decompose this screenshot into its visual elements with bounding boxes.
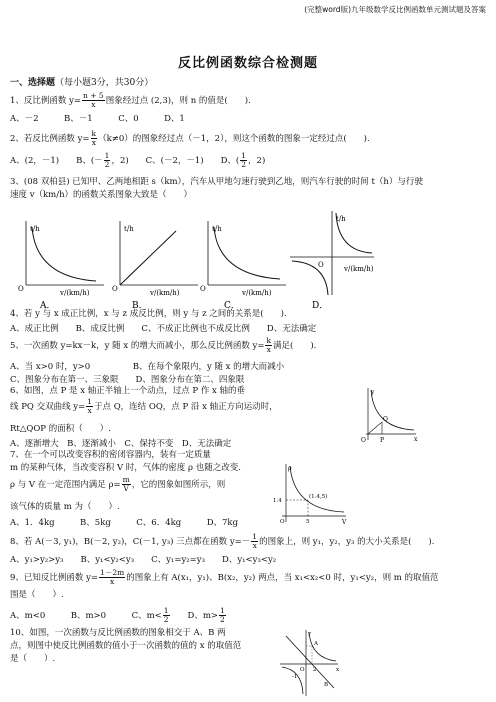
q3-d-origin: O [318,261,324,269]
q5-stem-post: 满足( ). [273,341,317,351]
q6-fig-q: Q [383,416,388,423]
q3-option-d: D． [312,301,329,311]
q9-option-d-den: 2 [220,615,225,624]
q6-line-2-post: 于点 Q，连结 OQ，点 P 沿 x 轴正方向运动时， [94,402,278,412]
q9-stem-post: 的图象上有 A(x₁，y₁)、B(x₂，y₂) 两点，当 x₁<x₂<0 时，y₁<y₂，则 m 的取值范 [126,573,439,583]
q2-stem-post: （k≠0）的图象经过点（－1，2），则这个函数的图象一定经过点( ). [98,134,370,144]
q6-fig-x: x [414,436,418,443]
q2-option-d-fraction [240,152,247,169]
question-8 [10,533,434,550]
q6-options: A、逐渐增大 B、逐渐减小 C、保持不变 D、无法确定 [10,439,232,449]
q9-line-2: 围是（ ）. [10,590,64,600]
page-title: 反比例函数综合检测题 [177,56,318,71]
q5-options-ab: A、当 x>0 时，y>0 B、在每个象限内，y 随 x 的增大而减小 [10,362,285,372]
q8-fraction [251,533,258,550]
q7-figure [272,460,350,528]
q3-graph-c [200,221,286,311]
q7-line-3-pre: ρ 与 V 在一定范围内满足 ρ= [10,480,121,490]
q10-line-3: 是（ ）. [10,654,56,664]
q7-fig-rho: ρ [288,465,292,472]
q7-fig-v: V [342,519,347,526]
q6-figure [360,384,420,444]
q5-denominator: x [266,345,271,354]
q9-option-c-fraction [163,607,170,624]
question-1 [10,92,251,109]
q8-denominator: x [252,541,257,550]
q6-fraction [86,398,93,415]
q1-options: A、－2 B、－1 C、0 D、1 [10,114,185,124]
q6-line-1: 6、如图，点 P 是 x 轴正半轴上一个动点，过点 P 作 x 轴的垂 [10,386,246,396]
q3-d-t-label: t/h [336,215,346,223]
q8-stem-post: 的图象上，则 y₁，y₂，y₃ 的大小关系是( ). [259,537,435,547]
q9-stem-pre: 9、已知反比例函数 y= [10,573,99,583]
q6-line-2-pre: 线 PQ 交双曲线 y= [10,402,86,412]
q3-option-a: A． [40,301,56,311]
q10-fig-x: x [336,667,340,673]
q2-option-a: A、(2，－1) B、(－ [10,156,103,166]
question-2 [10,130,370,147]
q1-numerator: n + 5 [83,91,104,100]
q9-option-c-den: 2 [163,615,169,624]
q2-option-d-post: ，2) [248,156,266,166]
q10-figure [276,626,342,698]
q5-numerator: k [266,336,272,345]
q8-numerator: 1 [252,532,258,541]
q6-line-2 [10,398,278,415]
q7-denominator: V [123,484,129,493]
q7-numerator: m [122,475,130,484]
q3-graph-b [112,221,198,311]
q7-options: A、1．4kg B、5kg C、6．4kg D、7kg [10,518,239,528]
q3-a-t-label: t/h [30,225,40,233]
q4-options: A、成正比例 B、成反比例 C、不成正比例也不成反比例 D、无法确定 [10,324,317,334]
q2-option-cd: ，2) C、(－2，－1) D、( [111,156,240,166]
q3-graph-d [290,211,374,311]
q3-b-origin: O [112,285,118,293]
section-note: （每小题3分，共30分） [55,78,154,88]
q6-line-3: Rt△QOP 的面积（ ）. [10,424,111,434]
q3-a-v-label: v/(km/h) [60,289,90,297]
q6-numerator: 1 [87,397,92,406]
q9-options [10,607,227,624]
q7-fig-tick: 1.4 [273,498,282,504]
q9-option-d: D、m> [170,611,219,621]
q2-option-b-den: 2 [104,160,110,169]
q8-stem-pre: 8、若 A(－3, y₁)，B(－2, y₂)，C(－1, y₃) 三点都在函数 y=－ [10,537,251,547]
q9-options-ab: A、m<0 B、m>0 C、m< [10,611,162,621]
q2-numerator: k [91,129,97,138]
q6-denominator: x [87,406,92,415]
q2-option-d-num: 1 [241,151,247,160]
q2-options [10,152,265,169]
q10-fig-two: 2 [313,667,317,673]
q1-stem-post: 图象经过点 (2,3)，则 n 的值是( ). [105,96,251,106]
q2-denominator: x [91,138,96,147]
q10-fig-o: O [300,667,305,673]
q9-option-c-num: 1 [163,606,169,615]
section-heading [10,75,153,88]
q6-fig-p: P [380,437,385,444]
q3-d-v-label: v/(km/h) [344,265,374,273]
question-9 [10,569,439,586]
q9-denominator: x [110,577,115,586]
q2-option-d-den: 2 [241,160,247,169]
q3-a-origin: O [18,285,24,293]
q5-options-cd: C、图象分布在第一、三象限 D、图象分布在第二、四象限 [10,375,245,385]
q2-option-b-fraction [104,152,111,169]
q4-stem: 4、若 y 与 x 成正比例，x 与 z 成反比例，则 y 与 z 之间的关系是( ). [10,309,287,319]
q7-line-4: 该气体的质量 m 为（ ）. [10,502,120,512]
q10-line-1: 10、如图，一次函数与反比例函数的图象相交于 A、B 两 [10,628,226,638]
q10-fig-b: B [324,682,329,688]
q3-graphs [0,205,496,315]
q5-stem-pre: 5、一次函数 y=kx－k，y 随 x 的增大而减小，那么反比例函数 y= [10,341,265,351]
q7-fig-point: (1.4,5) [309,494,328,500]
q7-line-2: m 的某种气体，当改变容积 V 时，气体的密度 ρ 也随之改变. [10,463,241,473]
q3-c-t-label: t/h [212,225,222,233]
q7-line-3 [10,476,225,493]
q3-line-2: 速度 v（km/h）的函数关系图象大致是（ ） [10,190,193,200]
q9-numerator: 1－2m [100,568,125,577]
question-5 [10,337,316,354]
q10-fig-neg1: -1 [292,674,298,680]
q2-option-b-num: 1 [104,151,110,160]
q10-fig-a: A [314,641,318,647]
q9-fraction [99,569,125,586]
q10-line-2: 点，则图中使反比例函数的值小于一次函数的值的 x 的取值范 [10,641,242,651]
q5-fraction [265,337,272,354]
q3-line-1: 3、(08 双柏县) 已知甲、乙两地相距 s（km），汽车从甲地匀速行驶到乙地，则汽车行驶的时间 t（h）与行驶 [10,177,423,187]
q2-fraction [91,130,98,147]
q2-stem-pre: 2、若反比例函数 y= [10,134,90,144]
page-header: (完整word版)九年级数学反比例函数单元测试题及答案 [304,5,486,14]
q3-c-origin: O [200,285,206,293]
q7-line-1: 7、在一个可以改变容积的密闭容器内，装有一定质量 [10,450,211,460]
q10-fig-y: y [308,631,312,637]
q7-line-3-post: ，它的图象如图所示，则 [131,480,226,490]
q3-c-v-label: v/(km/h) [242,289,272,297]
q3-option-b: B． [132,301,148,311]
q7-fig-five: 5 [306,519,310,525]
q7-fig-o: O [280,519,285,525]
q9-option-d-num: 1 [220,606,225,615]
q3-graph-a [18,221,104,311]
q6-fig-y: y [371,389,375,396]
q1-stem-pre: 1、反比例函数 y= [10,96,82,106]
q3-b-v-label: v/(km/h) [150,289,180,297]
q8-options: A、y₁>y₂>y₃ B、y₁<y₂<y₃ C、y₁=y₂=y₃ D、y₁<y₃<y₂ [10,555,277,565]
q7-fraction [122,476,131,493]
q1-fraction [82,92,105,109]
q6-fig-o: O [361,437,366,444]
section-label: 一、选择题 [10,78,56,88]
q3-b-t-label: t/h [124,225,134,233]
q3-option-c: C． [224,301,240,311]
q1-denominator: x [91,100,96,109]
q9-option-d-fraction [219,607,226,624]
